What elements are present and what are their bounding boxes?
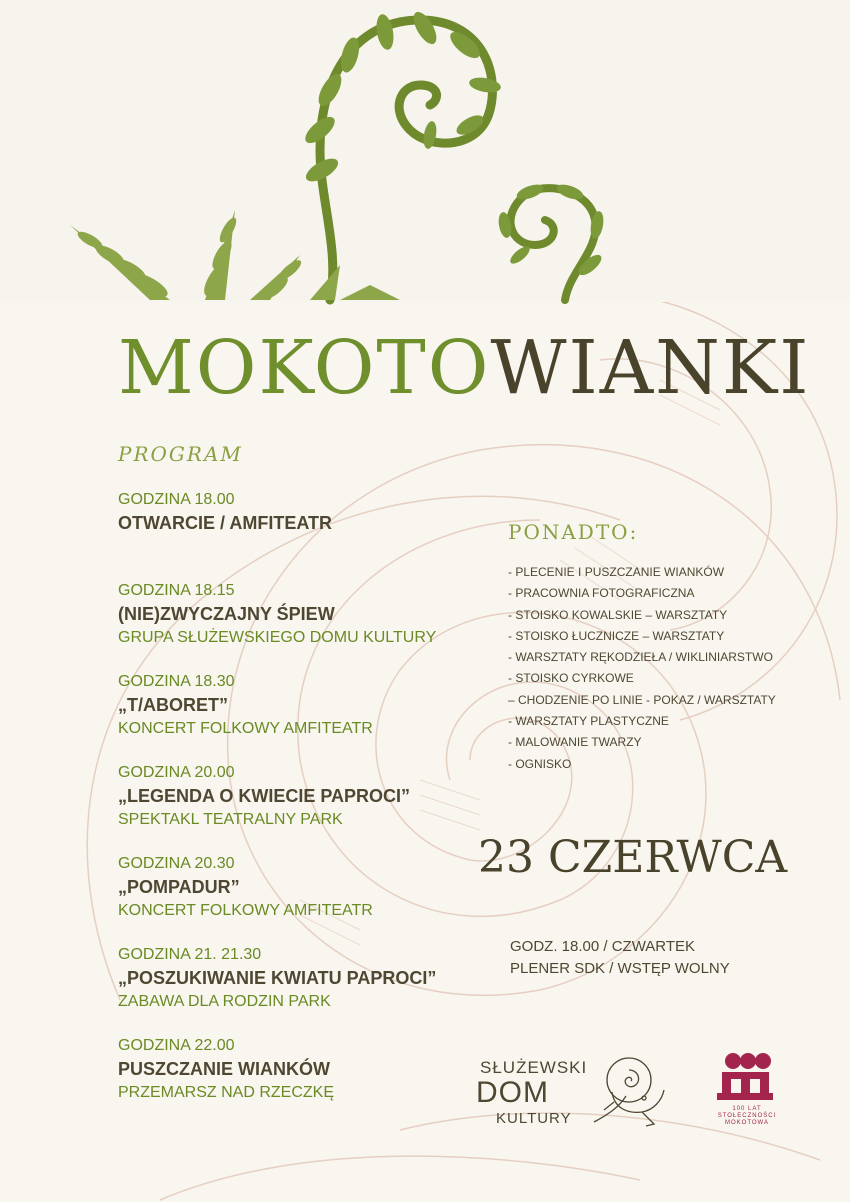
event-item [118, 854, 498, 945]
info-time: GODZ. 18.00 / CZWARTEK [510, 938, 696, 955]
extras-item: - PLECENIE I PUSZCZANIE WIANKÓW [508, 565, 725, 579]
event-item [118, 1036, 498, 1127]
m100-caption [712, 1106, 782, 1127]
event-desc: KONCERT FOLKOWY AMFITEATR [118, 902, 373, 919]
event-desc: SPEKTAKL TEATRALNY PARK [118, 811, 343, 828]
event-date: 23 CZERWCA [478, 832, 788, 883]
extras-item: - PRACOWNIA FOTOGRAFICZNA [508, 586, 695, 601]
extras-item: - MALOWANIE TWARZY [508, 735, 642, 750]
event-name: „POSZUKIWANIE KWIATU PAPROCI” [118, 968, 437, 988]
sdk-logo-line2: DOM [476, 1076, 549, 1109]
event-item [118, 763, 498, 854]
event-name: „T/ABORET” [118, 695, 228, 715]
event-name: PUSZCZANIE WIANKÓW [118, 1059, 330, 1079]
fern-illustration [0, 0, 850, 310]
m100-logo [712, 1052, 782, 1134]
event-desc: PRZEMARSZ NAD RZECZKĘ [118, 1084, 335, 1101]
extras-item: - WARSZTATY PLASTYCZNE [508, 714, 669, 729]
extras-list [508, 562, 838, 775]
extras-item: – CHODZENIE PO LINIE - POKAZ / WARSZTATY [508, 692, 776, 707]
event-info [510, 936, 730, 980]
event-time: GODZINA 18.30 [118, 673, 235, 690]
extras-item: - STOISKO KOWALSKIE – WARSZTATY [508, 607, 728, 622]
event-time: GODZINA 18.00 [118, 491, 235, 508]
m100-caption-line2: STOŁECZNOŚCI [717, 1113, 777, 1119]
sdk-logo-line3: KULTURY [496, 1110, 572, 1127]
event-item [118, 581, 498, 672]
event-item [118, 672, 498, 763]
extras-item: - STOISKO CYRKOWE [508, 671, 634, 686]
extras-item: - WARSZTATY RĘKODZIEŁA / WIKLINIARSTWO [508, 650, 773, 665]
event-time: GODZINA 22.00 [118, 1037, 235, 1054]
info-place: PLENER SDK / WSTĘP WOLNY [510, 960, 730, 977]
m100-caption-line3: MOKOTOWA [725, 1120, 769, 1126]
event-desc: KONCERT FOLKOWY AMFITEATR [118, 720, 373, 737]
event-time: GODZINA 20.00 [118, 764, 235, 781]
sdk-logo [472, 1052, 682, 1132]
m100-caption-line1: 100 LAT [732, 1106, 762, 1112]
title-part-dark: WIANKI [490, 325, 811, 411]
event-time: GODZINA 20.30 [118, 855, 235, 872]
event-desc: ZABAWA DLA RODZIN PARK [118, 993, 331, 1010]
title-part-green: MOKOTO [118, 325, 491, 411]
m100-mark-icon [716, 1052, 776, 1102]
event-item [118, 490, 498, 581]
extras-item: - STOISKO ŁUCZNICZE – WARSZTATY [508, 628, 725, 643]
event-name: OTWARCIE / AMFITEATR [118, 513, 332, 533]
event-item [118, 945, 498, 1036]
extras-item: - OGNISKO [508, 756, 572, 771]
program-schedule [118, 490, 498, 1127]
event-time: GODZINA 21. 21.30 [118, 946, 262, 963]
ram-head-icon [584, 1052, 679, 1132]
event-desc: GRUPA SŁUŻEWSKIEGO DOMU KULTURY [118, 629, 437, 646]
event-name: „POMPADUR” [118, 877, 240, 897]
event-name: „LEGENDA O KWIECIE PAPROCI” [118, 786, 411, 806]
poster-title [118, 318, 811, 418]
event-name: (NIE)ZWYCZAJNY ŚPIEW [118, 604, 335, 624]
sdk-logo-line1: SŁUŻEWSKI [480, 1058, 588, 1077]
program-heading: PROGRAM [118, 442, 243, 466]
event-time: GODZINA 18.15 [118, 582, 235, 599]
extras-heading: PONADTO: [508, 520, 639, 544]
